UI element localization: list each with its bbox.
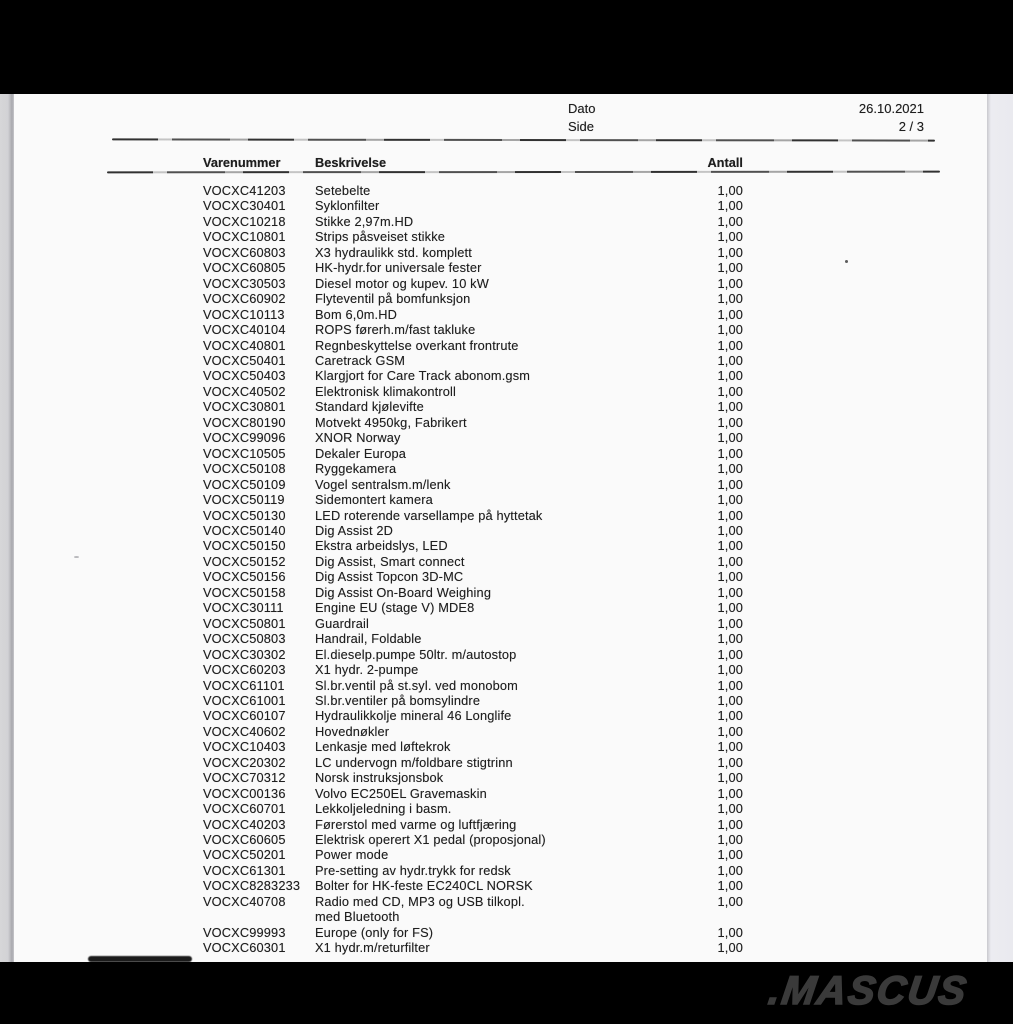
- table-row: [0, 353, 1013, 368]
- row-antall: 1,00: [717, 816, 743, 832]
- row-varenummer: VOCXC8283233: [203, 878, 301, 894]
- table-row: [0, 662, 1013, 677]
- table-row: [0, 307, 1013, 322]
- row-antall: 1,00: [717, 893, 743, 909]
- row-beskrivelse: Elektrisk operert X1 pedal (proposjonal): [315, 832, 546, 848]
- row-beskrivelse: Standard kjølevifte: [315, 399, 424, 415]
- row-beskrivelse: Bolter for HK-feste EC240CL NORSK: [315, 878, 533, 894]
- row-antall: 1,00: [717, 476, 743, 492]
- row-beskrivelse: X3 hydraulikk std. komplett: [315, 244, 472, 260]
- table-rows: [0, 183, 1013, 956]
- row-beskrivelse: Klargjort for Care Track abonom.gsm: [315, 368, 531, 384]
- scan-speck: [845, 260, 848, 263]
- header-divider-line: [112, 138, 935, 141]
- row-antall: 1,00: [717, 754, 743, 770]
- row-antall: 1,00: [717, 229, 743, 245]
- document-page: [0, 94, 1013, 962]
- table-row: [0, 338, 1013, 353]
- table-row: [0, 508, 1013, 523]
- row-varenummer: VOCXC50150: [203, 538, 286, 554]
- table-row: [0, 415, 1013, 430]
- table-row: [0, 291, 1013, 306]
- table-row: [0, 693, 1013, 708]
- row-beskrivelse: Sl.br.ventil på st.syl. ved monobom: [315, 677, 518, 693]
- row-varenummer: VOCXC50801: [203, 615, 286, 631]
- row-antall: 1,00: [717, 801, 743, 817]
- table-row: [0, 708, 1013, 723]
- mascus-logo: .MASCUS: [765, 969, 971, 1013]
- row-beskrivelse: Dig Assist On-Board Weighing: [315, 584, 492, 600]
- row-varenummer: VOCXC61001: [203, 692, 286, 708]
- row-beskrivelse: Power mode: [315, 847, 389, 863]
- row-beskrivelse: Bom 6,0m.HD: [315, 306, 398, 322]
- row-antall: 1,00: [717, 383, 743, 399]
- row-beskrivelse: Diesel motor og kupev. 10 kW: [315, 275, 489, 291]
- row-antall: 1,00: [717, 291, 743, 307]
- row-beskrivelse: Sl.br.ventiler på bomsylindre: [315, 692, 481, 708]
- row-beskrivelse: Caretrack GSM: [315, 352, 406, 368]
- row-antall: 1,00: [717, 507, 743, 523]
- dato-value: 26.10.2021: [858, 101, 924, 116]
- row-beskrivelse: Ekstra arbeidslys, LED: [315, 538, 448, 554]
- row-varenummer: VOCXC00136: [203, 785, 286, 801]
- row-varenummer: VOCXC20302: [203, 754, 286, 770]
- row-antall: 1,00: [717, 538, 743, 554]
- row-varenummer: VOCXC61101: [203, 677, 285, 693]
- row-antall: 1,00: [717, 739, 743, 755]
- row-antall: 1,00: [717, 677, 743, 693]
- table-row: [0, 183, 1013, 198]
- table-row: [0, 214, 1013, 229]
- row-varenummer: VOCXC60701: [203, 801, 286, 817]
- row-beskrivelse: Motvekt 4950kg, Fabrikert: [315, 414, 467, 430]
- scan-speck: [74, 556, 79, 558]
- row-beskrivelse: Strips påsveiset stikke: [315, 229, 446, 245]
- row-beskrivelse: Ryggekamera: [315, 461, 397, 477]
- row-beskrivelse: Flyteventil på bomfunksjon: [315, 291, 471, 307]
- table-row: [0, 260, 1013, 275]
- table-row: [0, 678, 1013, 693]
- letterbox-bottom-bar: [0, 962, 1013, 1024]
- row-antall: 1,00: [717, 244, 743, 260]
- row-antall: 1,00: [717, 522, 743, 538]
- row-beskrivelse: Radio med CD, MP3 og USB tilkopl. med Bluetooth: [315, 893, 525, 925]
- row-varenummer: VOCXC60301: [203, 940, 286, 956]
- row-beskrivelse: Europe (only for FS): [315, 924, 434, 940]
- row-beskrivelse: Pre-setting av hydr.trykk for redsk: [315, 862, 511, 878]
- row-beskrivelse: LC undervogn m/foldbare stigtrinn: [315, 754, 513, 770]
- row-varenummer: VOCXC40104: [203, 322, 286, 338]
- row-varenummer: VOCXC50201: [203, 847, 286, 863]
- row-beskrivelse: Lenkasje med løftekrok: [315, 739, 451, 755]
- table-row: [0, 461, 1013, 476]
- row-varenummer: VOCXC60902: [203, 291, 286, 307]
- table-row: [0, 399, 1013, 414]
- row-antall: 1,00: [717, 414, 743, 430]
- row-varenummer: VOCXC30801: [203, 399, 286, 415]
- row-varenummer: VOCXC99993: [203, 924, 286, 940]
- table-row: [0, 276, 1013, 291]
- table-row: [0, 322, 1013, 337]
- row-varenummer: VOCXC40203: [203, 816, 286, 832]
- row-beskrivelse: Dig Assist Topcon 3D-MC: [315, 569, 464, 585]
- row-beskrivelse: ROPS førerh.m/fast takluke: [315, 322, 476, 338]
- row-beskrivelse: X1 hydr. 2-pumpe: [315, 662, 419, 678]
- table-row: [0, 198, 1013, 213]
- row-beskrivelse: Regnbeskyttelse overkant frontrute: [315, 337, 519, 353]
- row-beskrivelse: Dekaler Europa: [315, 445, 407, 461]
- row-beskrivelse: El.dieselp.pumpe 50ltr. m/autostop: [315, 646, 517, 662]
- row-varenummer: VOCXC10801: [203, 229, 286, 245]
- table-row: [0, 492, 1013, 507]
- row-varenummer: VOCXC50803: [203, 631, 286, 647]
- row-antall: 1,00: [717, 646, 743, 662]
- row-antall: 1,00: [717, 785, 743, 801]
- row-beskrivelse: Volvo EC250EL Gravemaskin: [315, 785, 487, 801]
- table-row: [0, 724, 1013, 739]
- row-antall: 1,00: [717, 569, 743, 585]
- table-row: [0, 446, 1013, 461]
- table-row: [0, 523, 1013, 538]
- row-varenummer: VOCXC50109: [203, 476, 286, 492]
- table-row: [0, 863, 1013, 878]
- side-value: 2 / 3: [898, 119, 924, 134]
- table-row: [0, 477, 1013, 492]
- table-row: [0, 832, 1013, 847]
- row-antall: 1,00: [717, 399, 743, 415]
- row-beskrivelse: Hovednøkler: [315, 723, 390, 739]
- row-beskrivelse: Førerstol med varme og luftfjæring: [315, 816, 517, 832]
- row-varenummer: VOCXC50158: [203, 584, 286, 600]
- row-varenummer: VOCXC30503: [203, 275, 286, 291]
- row-varenummer: VOCXC10403: [203, 739, 286, 755]
- row-beskrivelse: Setebelte: [315, 183, 371, 198]
- row-antall: 1,00: [717, 723, 743, 739]
- table-row: [0, 554, 1013, 569]
- column-header-beskrivelse: Beskrivelse: [315, 155, 387, 170]
- row-beskrivelse: XNOR Norway: [315, 430, 401, 446]
- row-antall: 1,00: [717, 260, 743, 276]
- row-beskrivelse: Syklonfilter: [315, 198, 380, 214]
- row-antall: 1,00: [717, 600, 743, 616]
- row-varenummer: VOCXC10113: [203, 306, 285, 322]
- table-row: [0, 739, 1013, 754]
- row-antall: 1,00: [717, 337, 743, 353]
- row-antall: 1,00: [717, 445, 743, 461]
- row-varenummer: VOCXC40708: [203, 893, 286, 909]
- table-row: [0, 755, 1013, 770]
- row-beskrivelse: Guardrail: [315, 615, 369, 631]
- row-beskrivelse: Handrail, Foldable: [315, 631, 422, 647]
- row-antall: 1,00: [717, 692, 743, 708]
- row-varenummer: VOCXC50130: [203, 507, 286, 523]
- row-varenummer: VOCXC50119: [203, 492, 285, 508]
- row-varenummer: VOCXC50152: [203, 553, 286, 569]
- row-antall: 1,00: [717, 213, 743, 229]
- letterbox-top-bar: [0, 0, 1013, 94]
- row-varenummer: VOCXC30401: [203, 198, 286, 214]
- row-beskrivelse: LED roterende varsellampe på hyttetak: [315, 507, 543, 523]
- row-varenummer: VOCXC40502: [203, 383, 286, 399]
- row-beskrivelse: Norsk instruksjonsbok: [315, 770, 444, 786]
- row-antall: 1,00: [717, 631, 743, 647]
- row-varenummer: VOCXC30111: [203, 600, 284, 616]
- table-row: [0, 585, 1013, 600]
- table-row: [0, 368, 1013, 383]
- row-varenummer: VOCXC40801: [203, 337, 286, 353]
- row-antall: 1,00: [717, 322, 743, 338]
- table-row: [0, 245, 1013, 260]
- table-row: [0, 801, 1013, 816]
- table-row: [0, 384, 1013, 399]
- table-row: [0, 430, 1013, 445]
- table-row: [0, 894, 1013, 925]
- row-varenummer: VOCXC99096: [203, 430, 286, 446]
- row-antall: 1,00: [717, 584, 743, 600]
- row-beskrivelse: Engine EU (stage V) MDE8: [315, 600, 475, 616]
- row-beskrivelse: X1 hydr.m/returfilter: [315, 940, 430, 956]
- row-varenummer: VOCXC30302: [203, 646, 286, 662]
- table-row: [0, 647, 1013, 662]
- row-beskrivelse: Dig Assist 2D: [315, 522, 394, 538]
- row-antall: 1,00: [717, 862, 743, 878]
- row-varenummer: VOCXC60803: [203, 244, 286, 260]
- row-varenummer: VOCXC40602: [203, 723, 286, 739]
- row-antall: 1,00: [717, 940, 743, 956]
- row-antall: 1,00: [717, 662, 743, 678]
- table-row: [0, 925, 1013, 940]
- row-beskrivelse: Sidemontert kamera: [315, 492, 433, 508]
- row-varenummer: VOCXC50156: [203, 569, 286, 585]
- row-beskrivelse: Hydraulikkolje mineral 46 Longlife: [315, 708, 512, 724]
- row-varenummer: VOCXC50140: [203, 522, 286, 538]
- row-varenummer: VOCXC60805: [203, 260, 286, 276]
- row-varenummer: VOCXC41203: [203, 183, 286, 198]
- row-varenummer: VOCXC50401: [203, 352, 286, 368]
- row-varenummer: VOCXC80190: [203, 414, 286, 430]
- row-beskrivelse: Dig Assist, Smart connect: [315, 553, 465, 569]
- table-row: [0, 631, 1013, 646]
- row-varenummer: VOCXC50403: [203, 368, 286, 384]
- side-label: Side: [568, 119, 595, 134]
- table-row: [0, 786, 1013, 801]
- table-row: [0, 817, 1013, 832]
- row-antall: 1,00: [717, 306, 743, 322]
- row-antall: 1,00: [717, 183, 743, 198]
- row-varenummer: VOCXC61301: [203, 862, 286, 878]
- row-antall: 1,00: [717, 708, 743, 724]
- row-antall: 1,00: [717, 924, 743, 940]
- table-row: [0, 600, 1013, 615]
- table-row: [0, 569, 1013, 584]
- table-row: [0, 847, 1013, 862]
- row-antall: 1,00: [717, 461, 743, 477]
- table-row: [0, 616, 1013, 631]
- row-varenummer: VOCXC50108: [203, 461, 286, 477]
- row-antall: 1,00: [717, 878, 743, 894]
- row-antall: 1,00: [717, 770, 743, 786]
- row-varenummer: VOCXC70312: [203, 770, 286, 786]
- row-antall: 1,00: [717, 832, 743, 848]
- table-row: [0, 229, 1013, 244]
- row-varenummer: VOCXC60203: [203, 662, 286, 678]
- dato-label: Dato: [568, 101, 596, 116]
- table-row: [0, 770, 1013, 785]
- row-varenummer: VOCXC60107: [203, 708, 286, 724]
- row-antall: 1,00: [717, 615, 743, 631]
- row-antall: 1,00: [717, 553, 743, 569]
- table-row: [0, 940, 1013, 955]
- row-antall: 1,00: [717, 430, 743, 446]
- table-row: [0, 538, 1013, 553]
- row-antall: 1,00: [717, 368, 743, 384]
- row-antall: 1,00: [717, 492, 743, 508]
- row-antall: 1,00: [717, 847, 743, 863]
- row-varenummer: VOCXC60605: [203, 832, 286, 848]
- column-header-varenummer: Varenummer: [203, 155, 281, 170]
- row-varenummer: VOCXC10505: [203, 445, 286, 461]
- row-varenummer: VOCXC10218: [203, 213, 286, 229]
- row-beskrivelse: Stikke 2,97m.HD: [315, 213, 414, 229]
- row-antall: 1,00: [717, 198, 743, 214]
- row-beskrivelse: Lekkoljeledning i basm.: [315, 801, 452, 817]
- row-beskrivelse: Elektronisk klimakontroll: [315, 383, 457, 399]
- table-row: [0, 878, 1013, 893]
- row-antall: 1,00: [717, 352, 743, 368]
- column-header-antall: Antall: [707, 155, 743, 170]
- row-beskrivelse: HK-hydr.for universale fester: [315, 260, 482, 276]
- row-antall: 1,00: [717, 275, 743, 291]
- table-header-underline: [107, 171, 940, 174]
- row-beskrivelse: Vogel sentralsm.m/lenk: [315, 476, 451, 492]
